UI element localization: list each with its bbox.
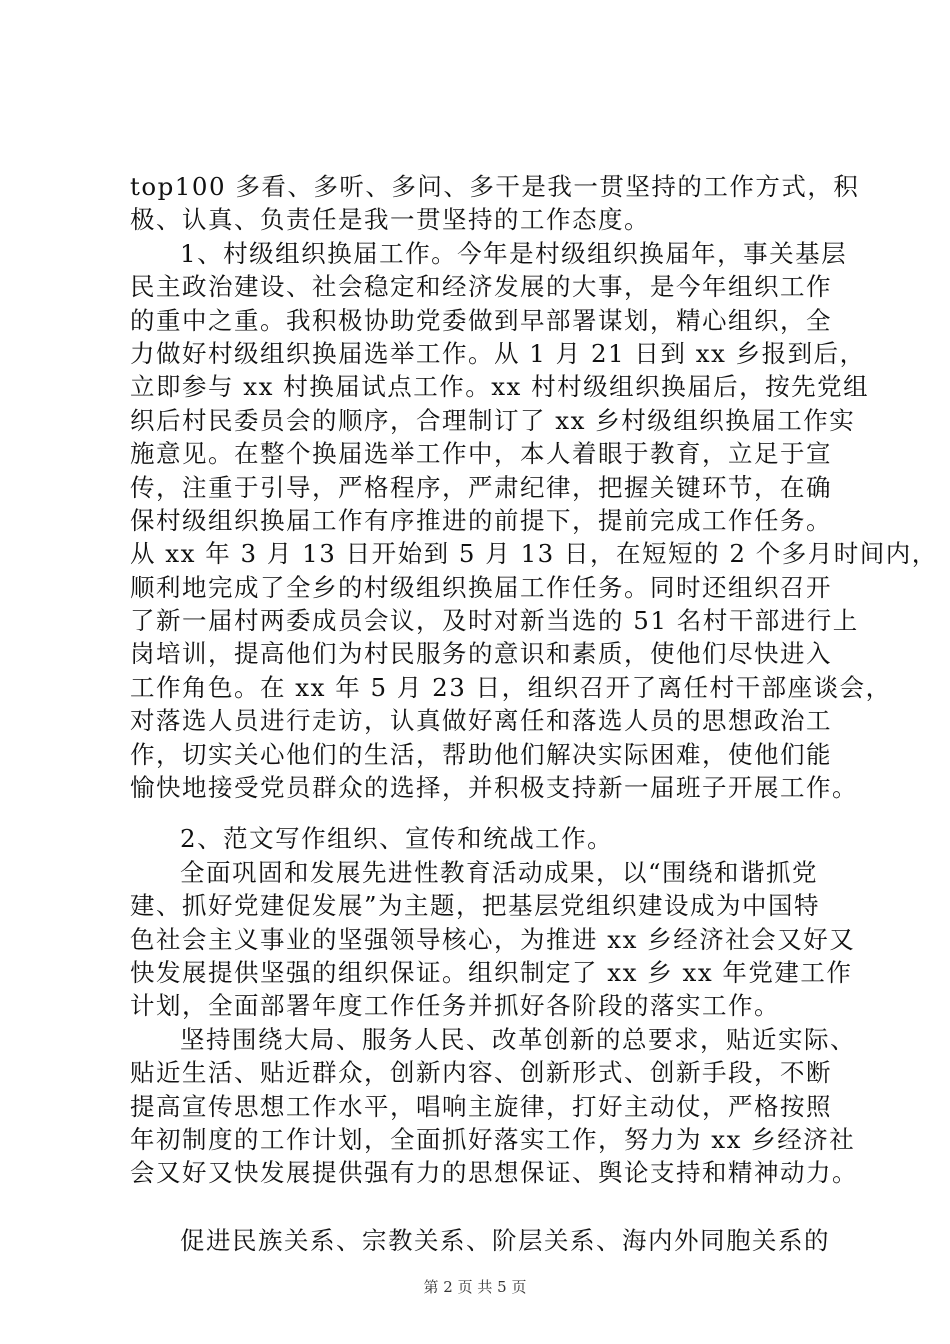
text-line: 了新一届村两委成员会议，及时对新当选的 51 名村干部进行上: [130, 606, 859, 636]
text-line: 岗培训，提高他们为村民服务的意识和素质，使他们尽快进入: [130, 639, 832, 669]
text-line: 计划，全面部署年度工作任务并抓好各阶段的落实工作。: [130, 991, 780, 1021]
text-line: 保村级组织换届工作有序推进的前提下，提前完成工作任务。: [130, 505, 832, 535]
text-line: 建、抓好党建促发展”为主题，把基层党组织建设成为中国特: [130, 891, 821, 921]
text-line: 提高宣传思想工作水平，唱响主旋律，打好主动仗，严格按照: [130, 1091, 832, 1121]
text-line: 传，注重于引导，严格程序，严肃纪律，把握关键环节，在确: [130, 472, 832, 502]
text-line: 施意见。在整个换届选举工作中，本人着眼于教育，立足于宣: [130, 439, 832, 469]
document-body: [130, 170, 938, 1257]
paragraph-gap: [130, 804, 830, 822]
page-number: 第 2 页 共 5 页: [423, 1278, 527, 1296]
text-line: 快发展提供坚强的组织保证。组织制定了 xx 乡 xx 年党建工作: [130, 957, 853, 987]
text-line: 全面巩固和发展先进性教育活动成果，以“围绕和谐抓党: [180, 857, 819, 887]
text-line: 织后村民委员会的顺序，合理制订了 xx 乡村级组织换届工作实: [130, 405, 856, 435]
text-line: 愉快地接受党员群众的选择，并积极支持新一届班子开展工作。: [130, 773, 858, 803]
paragraph-gap: [130, 1190, 830, 1224]
text-line: 贴近生活、贴近群众，创新内容、创新形式、创新手段，不断: [130, 1058, 832, 1088]
text-line: 顺利地完成了全乡的村级组织换届工作任务。同时还组织召开: [130, 572, 832, 602]
text-line: top100 多看、多听、多问、多干是我一贯坚持的工作方式，积: [130, 172, 860, 201]
text-line: 坚持围绕大局、服务人民、改革创新的总要求，贴近实际、: [180, 1024, 856, 1054]
text-line: 色社会主义事业的坚强领导核心，为推进 xx 乡经济社会又好又: [130, 924, 856, 954]
text-line: 极、认真、负责任是我一贯坚持的工作态度。: [130, 205, 650, 235]
text-line: 作，切实关心他们的生活，帮助他们解决实际困难，使他们能: [130, 739, 832, 769]
text-line: 力做好村级组织换届选举工作。从 1 月 21 日到 xx 乡报到后，: [130, 338, 866, 368]
section-heading-1: 1、村级组织换届工作。今年是村级组织换届年，事关基层: [180, 238, 848, 268]
text-line: 工作角色。在 xx 年 5 月 23 日，组织召开了离任村干部座谈会，: [130, 672, 892, 702]
text-line: 的重中之重。我积极协助党委做到早部署谋划，精心组织，全: [130, 305, 832, 335]
text-line: 会又好又快发展提供强有力的思想保证、舆论支持和精神动力。: [130, 1158, 858, 1188]
section-heading-2: 2、范文写作组织、宣传和统战工作。: [180, 824, 614, 854]
text-line: 立即参与 xx 村换届试点工作。xx 村村级组织换届后，按先党组: [130, 372, 870, 402]
text-line: 对落选人员进行走访，认真做好离任和落选人员的思想政治工: [130, 706, 832, 736]
text-line: 年初制度的工作计划，全面抓好落实工作，努力为 xx 乡经济社: [130, 1124, 856, 1154]
text-line: 促进民族关系、宗教关系、阶层关系、海内外同胞关系的: [180, 1225, 830, 1255]
text-line: 从 xx 年 3 月 13 日开始到 5 月 13 日，在短短的 2 个多月时间内，: [130, 539, 938, 569]
text-line: 民主政治建设、社会稳定和经济发展的大事，是今年组织工作: [130, 272, 832, 302]
